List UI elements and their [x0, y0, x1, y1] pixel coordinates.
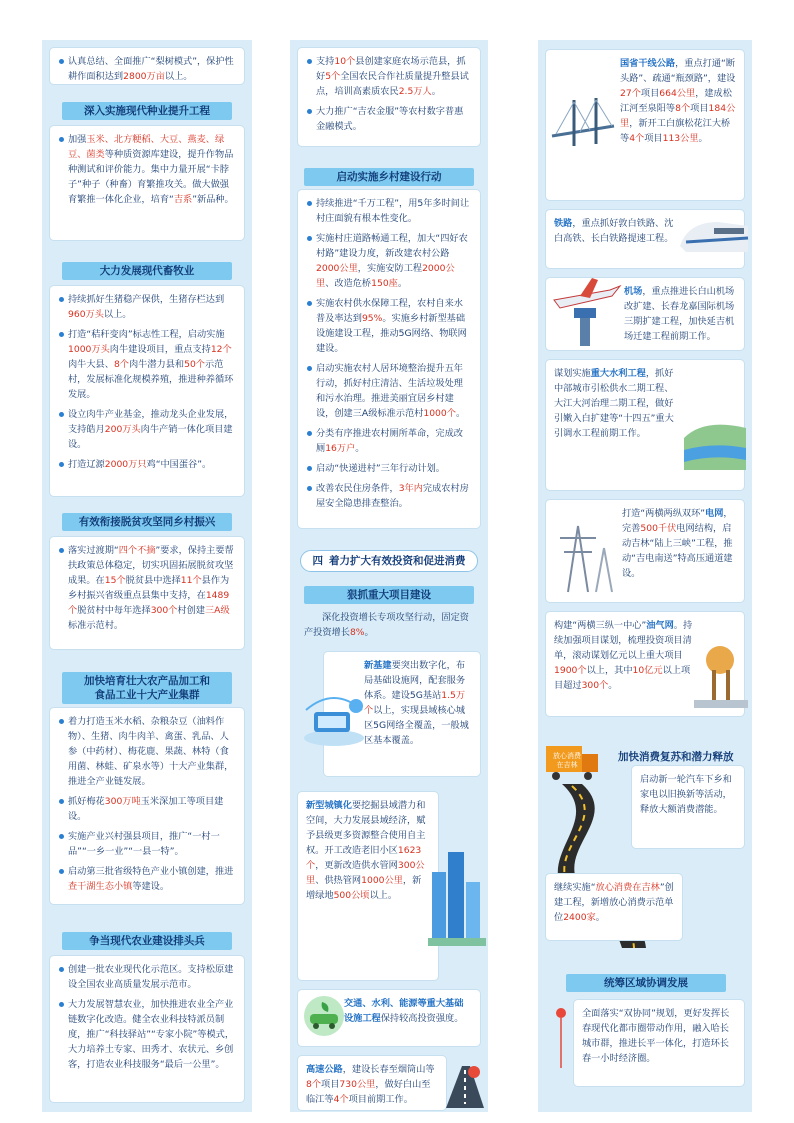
processing-item: 抓好梅花300万吨玉米深加工等项目建设。 [58, 794, 236, 824]
modern-item: 大力发展智慧农业，加快推进农业全产业链数字化改造。健全农业科技特派员制度，推广“科技驿站”“专家小院”等模式，大力培养土专家、田秀才、农状元、乡创客，打造农业科技服务“最后一公里”。 [58, 997, 236, 1072]
highway-card [298, 1056, 446, 1110]
processing-title-line1: 加快培育壮大农产品加工和 [84, 675, 210, 687]
water-pre: 谋划实施 [554, 368, 591, 379]
national-text: 国省干线公路，重点打通“断头路”、疏通“瓶颈路”，建设27个项目664公里，建成松江河至泉阳等8个项目184公里，新开工白旗松花江大桥等4个项目113公里。 [620, 58, 736, 144]
livestock-item: 持续抓好生猪稳产保供，生猪存栏达到960万头以上。 [58, 292, 236, 322]
region-text: 全面落实“双协同”规划，更好发挥长春现代化都市圈带动作用，融入哈长城市群，推进长平一体化，打造环长春一小时经济圈。 [582, 1008, 730, 1064]
processing-item: 启动第三批省级特色产业小镇创建，推进查干湖生态小镇等建设。 [58, 864, 236, 894]
conservation-item: 认真总结、全面推广“梨树模式”，保护性耕作面积达到2800万亩以上。 [58, 54, 236, 84]
gas-pre: 构建“两横三纵一中心” [554, 620, 647, 631]
highway-text: 高速公路，建设长春至烟筒山等8个项目730公里，做好白山至临江等4个项目前期工作。 [306, 1064, 435, 1105]
rural-item: 实施农村供水保障工程，农村自来水普及率达到95%。实施乡村新型基础设施建设工程，推动5G网络、物联网建设。 [306, 296, 472, 356]
power-tower-illustration [552, 518, 614, 594]
airport-keyword: 机场 [624, 286, 643, 297]
urban-card [298, 792, 438, 980]
network-illustration [300, 690, 370, 750]
railway-rest: ，重点抓好敦白铁路、沈白高铁、长白铁路提速工程。 [554, 218, 674, 244]
poverty-card [50, 537, 244, 649]
processing-title [62, 672, 232, 704]
rural-item: 启动“快递进村”三年行动计划。 [306, 461, 472, 476]
consume-card-2 [546, 874, 682, 940]
oil-tank-illustration [694, 640, 748, 710]
livestock-item: 打造辽源2000万只鸡“中国蛋谷”。 [58, 457, 236, 472]
river-illustration [684, 398, 746, 470]
consume-text-2: 继续实施“放心消费在吉林”创建工程，新增放心消费示范单位2400家。 [554, 882, 674, 923]
modern-card [50, 956, 244, 1102]
pin-icon [554, 1006, 568, 1070]
national-keyword: 国省干线公路 [620, 58, 676, 69]
airplane-tower-illustration [550, 270, 622, 350]
projects-title: 狠抓重大项目建设 [304, 586, 474, 604]
airport-text [624, 284, 736, 344]
region-title: 统筹区域协调发展 [566, 974, 726, 992]
consume-title: 加快消费复苏和潜力释放 [618, 751, 734, 763]
conservation-card [50, 48, 244, 84]
seed-title: 深入实施现代种业提升工程 [62, 102, 232, 120]
rural-item: 改善农民住房条件，3年内完成农村房屋安全隐患排查整治。 [306, 481, 472, 511]
newinfra-keyword: 新基建 [364, 660, 392, 671]
water-text: 谋划实施重大水利工程，抓好中部城市引松供水二期工程、大江大河治理二期工程，做好引嫩入白扩建等“十四五”重大引调水工程前期工作。 [554, 368, 674, 439]
livestock-item: 打造“秸秆变肉”标志性工程，启动实施1000万头肉牛建设项目，重点支持12个肉牛大县、8个肉牛潜力县和50个示范村，发展标准化规模养殖，推进种养循环发展。 [58, 327, 236, 402]
section-four-heading [300, 550, 478, 572]
poverty-title: 有效衔接脱贫攻坚同乡村振兴 [62, 513, 232, 531]
rural-item: 启动实施农村人居环境整治提升五年行动，抓好村庄清洁、生活垃圾处理和污水治理。推进美丽宜居乡村建设，创建三A级标准示范村1000个。 [306, 361, 472, 421]
grid-keyword: 电网 [705, 508, 724, 519]
modern-item: 创建一批农业现代化示范区。支持松原建设全国农业高质量发展示范市。 [58, 962, 236, 992]
seed-card [50, 126, 244, 240]
gas-keyword: 油气网 [646, 620, 674, 631]
livestock-title: 大力发展现代畜牧业 [62, 262, 232, 280]
poverty-item: 落实过渡期“四个不摘”要求，保持主要帮扶政策总体稳定，切实巩固拓展脱贫攻坚成果。在15个脱贫县中选择11个县作为乡村振兴省级重点县集中支持，在1489个脱贫村中每年选择300个村创建三A级标准示范村。 [58, 543, 236, 633]
consume-text-1: 启动新一轮汽车下乡和家电以旧换新等活动，释放大额消费潜能。 [640, 774, 732, 815]
processing-card [50, 708, 244, 904]
rural-card [298, 190, 480, 528]
city-buildings-illustration [428, 842, 486, 952]
railway-text [554, 216, 674, 246]
seed-item: 加强玉米、北方粳稻、大豆、燕麦、绿豆、菌类等种质资源库建设，提升作物品种测试和评价能力。集中力量开展“卡脖子”种子（种畜）育繁推攻关。做大做强育繁推一体化企业，培育“吉系”新品种。 [58, 132, 236, 207]
grid-pre: 打造“两横两纵双环” [622, 508, 706, 519]
railway-keyword: 铁路 [554, 218, 573, 229]
grid-text: 打造“两横两纵双环”电网，完善500千伏电网结构，启动吉林“陆上三峡”工程，推动“吉电南送”特高压通道建设。 [622, 508, 733, 579]
column-agriculture [42, 40, 252, 1112]
livestock-card [50, 286, 244, 496]
bridge-illustration [550, 96, 616, 156]
rural-item: 持续推进“千万工程”，用5年多时间让村庄面貌有根本性变化。 [306, 196, 472, 226]
modern-title: 争当现代农业建设排头兵 [62, 932, 232, 950]
processing-item: 着力打造玉米水稻、杂粮杂豆（油料作物）、生猪、肉牛肉羊、禽蛋、乳品、人参（中药材）、梅花鹿、果蔬、林特（食用菌、林蛙、矿泉水等）十大产业集群，推进全产业链发展。 [58, 714, 236, 789]
rural-item: 分类有序推进农村厕所革命，完成改厕16万户。 [306, 426, 472, 456]
green-car-icon [302, 994, 346, 1038]
processing-item: 实施产业兴村强县项目，推广“一村一品”“一乡一业”“一县一特”。 [58, 829, 236, 859]
newinfra-text: 新基建要突出数字化，布局基础设施网，配套服务体系。建设5G基站1.5万个以上，实现县域核心城区5G网络全覆盖，一般城区基本覆盖。 [364, 660, 469, 746]
region-card [574, 1000, 744, 1086]
energy-keyword: 交通、水利、能源等重大基础设施工程 [344, 998, 464, 1024]
highway-keyword: 高速公路 [306, 1064, 343, 1075]
energy-rest: 保持较高投资强度。 [380, 1013, 464, 1024]
truck-sign: 放心消费在吉林 [553, 752, 581, 769]
water-keyword: 重大水利工程 [590, 368, 646, 379]
farm-item: 支持10个县创建家庭农场示范县，抓好5个全国农民合作社质量提升整县试点，培训高素质农民2.5万人。 [306, 54, 472, 99]
section-number: 四 [312, 555, 323, 567]
farm-card [298, 48, 480, 146]
road-pin-icon [444, 1062, 486, 1110]
rural-item: 实施村庄道路畅通工程，加大“四好农村路”建设力度，新改建农村公路2000公里，实施安防工程2000公里、改造危桥150座。 [306, 231, 472, 291]
projects-intro: 深化投资增长专项攻坚行动，固定资产投资增长8%。 [304, 612, 469, 638]
train-illustration [678, 212, 750, 264]
urban-text: 新型城镇化要挖掘县域潜力和空间，大力发展县域经济，赋予县级更多资源整合使用自主权。开工改造老旧小区1623个，更新改造供水管网300公里、供热管网1000公里，新增绿地500公顷以上。 [306, 800, 426, 901]
processing-title-line2: 食品工业十大产业集群 [94, 689, 200, 701]
airport-rest: ，重点推进长白山机场改扩建、长春龙嘉国际机场三期扩建工程，加快延吉机场迁建工程前期工作。 [624, 286, 735, 342]
energy-text [344, 996, 472, 1026]
rural-title: 启动实施乡村建设行动 [304, 168, 474, 186]
farm-item: 大力推广“吉农金服”等农村数字普惠金融模式。 [306, 104, 472, 134]
section-title: 着力扩大有效投资和促进消费 [329, 555, 466, 567]
urban-keyword: 新型城镇化 [306, 800, 352, 811]
column-infrastructure [538, 40, 752, 1112]
gas-text: 构建“两横三纵一中心”油气网。持续加强项目谋划，梳理投资项目清单，滚动谋划亿元以上重大项目1900个以上，其中10亿元以上项目超过300个。 [554, 620, 693, 691]
column-rural-investment [290, 40, 488, 1112]
livestock-item: 设立肉牛产业基金，推动龙头企业发展，支持皓月200万头肉牛产销一体化项目建设。 [58, 407, 236, 452]
